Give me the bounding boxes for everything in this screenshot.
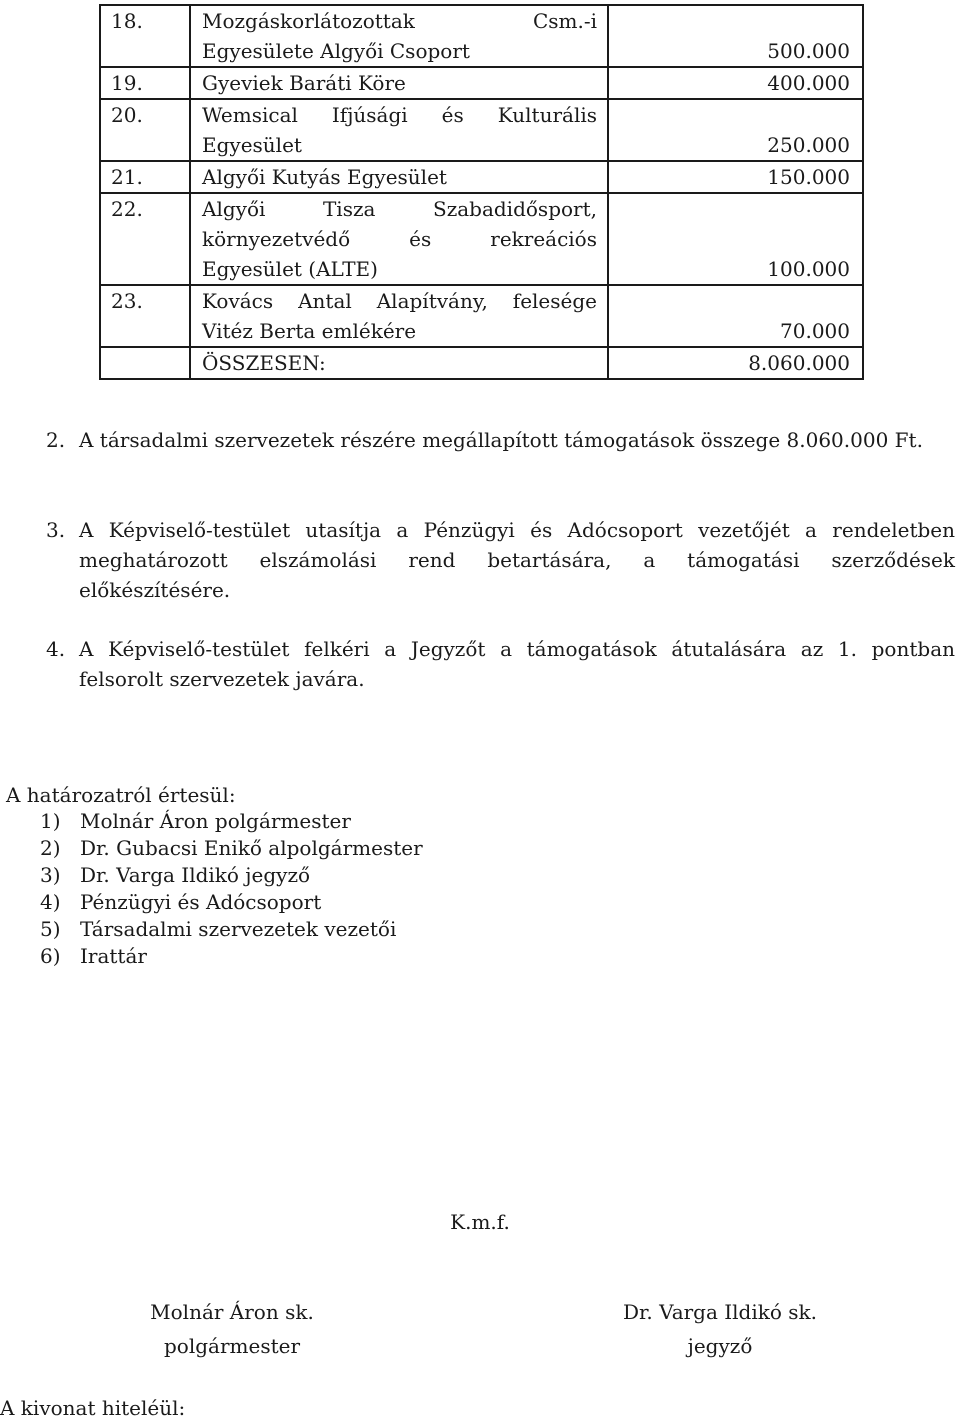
grant-amount: 400.000 — [608, 67, 863, 99]
signature-name: Molnár Áron sk. — [150, 1300, 314, 1324]
signature-notary — [570, 1295, 870, 1363]
paragraph-number: 4. — [46, 637, 66, 661]
paragraph-text: A Képviselő-testület felkéri a Jegyzőt a támogatások átutalására az 1. pontban felsorolt szervezetek javára. — [79, 637, 955, 691]
total-label: ÖSSZESEN: — [190, 347, 608, 379]
list-number: 1) — [40, 809, 61, 833]
paragraph-2 — [46, 425, 955, 455]
organization-name: Algyői Kutyás Egyesület — [190, 161, 608, 193]
paragraph-text: A Képviselő-testület utasítja a Pénzügyi és Adócsoport vezetőjét a rendeletben meghatározott elszámolási rend betartására, a támogatási szerződések előkészítésére. — [79, 518, 955, 602]
row-number: 19. — [100, 67, 190, 99]
list-number: 2) — [40, 836, 61, 860]
paragraph-3 — [46, 515, 955, 605]
list-number: 4) — [40, 890, 61, 914]
table-row — [100, 5, 863, 67]
list-number: 3) — [40, 863, 61, 887]
list-text: Pénzügyi és Adócsoport — [80, 890, 322, 914]
organization-name: Kovács Antal Alapítvány, felesége Vitéz Berta emlékére — [190, 285, 608, 347]
list-number: 5) — [40, 917, 61, 941]
paragraph-number: 2. — [46, 428, 66, 452]
organization-name: Wemsical Ifjúsági és Kulturális Egyesület — [190, 99, 608, 161]
total-amount: 8.060.000 — [608, 347, 863, 379]
list-text: Társadalmi szervezetek vezetői — [80, 917, 397, 941]
total-row — [100, 347, 863, 379]
table-row — [100, 67, 863, 99]
table-row — [100, 99, 863, 161]
paragraph-number: 3. — [46, 518, 66, 542]
row-number: 20. — [100, 99, 190, 161]
list-number: 6) — [40, 944, 61, 968]
paragraph-4 — [46, 634, 955, 694]
list-text: Dr. Varga Ildikó jegyző — [80, 863, 311, 887]
table-row — [100, 193, 863, 285]
grant-amount: 500.000 — [608, 5, 863, 67]
grant-amount: 100.000 — [608, 193, 863, 285]
table-row — [100, 161, 863, 193]
list-text: Molnár Áron polgármester — [80, 809, 351, 833]
grant-amount: 250.000 — [608, 99, 863, 161]
row-number: 23. — [100, 285, 190, 347]
signature-mayor — [82, 1295, 382, 1363]
list-text: Dr. Gubacsi Enikő alpolgármester — [80, 836, 423, 860]
total-empty-cell — [100, 347, 190, 379]
grant-table — [99, 4, 864, 380]
row-number: 22. — [100, 193, 190, 285]
paragraph-text: A társadalmi szervezetek részére megállapított támogatások összege 8.060.000 Ft. — [79, 428, 923, 452]
signature-name: Dr. Varga Ildikó sk. — [622, 1300, 818, 1324]
notify-title: A határozatról értesül: — [6, 783, 236, 807]
organization-name: Mozgáskorlátozottak Csm.-i Egyesülete Algyői Csoport — [190, 5, 608, 67]
organization-name: Gyeviek Baráti Köre — [190, 67, 608, 99]
grant-amount: 70.000 — [608, 285, 863, 347]
organization-name: Algyői Tisza Szabadidősport, környezetvédő és rekreációs Egyesület (ALTE) — [190, 193, 608, 285]
row-number: 21. — [100, 161, 190, 193]
row-number: 18. — [100, 5, 190, 67]
signature-title: jegyző — [687, 1334, 753, 1358]
grant-amount: 150.000 — [608, 161, 863, 193]
kmf-label: K.m.f. — [450, 1210, 510, 1234]
list-text: Irattár — [80, 944, 147, 968]
table-row — [100, 285, 863, 347]
footer-certification: A kivonat hiteléül: — [0, 1396, 186, 1420]
signature-title: polgármester — [163, 1334, 301, 1358]
